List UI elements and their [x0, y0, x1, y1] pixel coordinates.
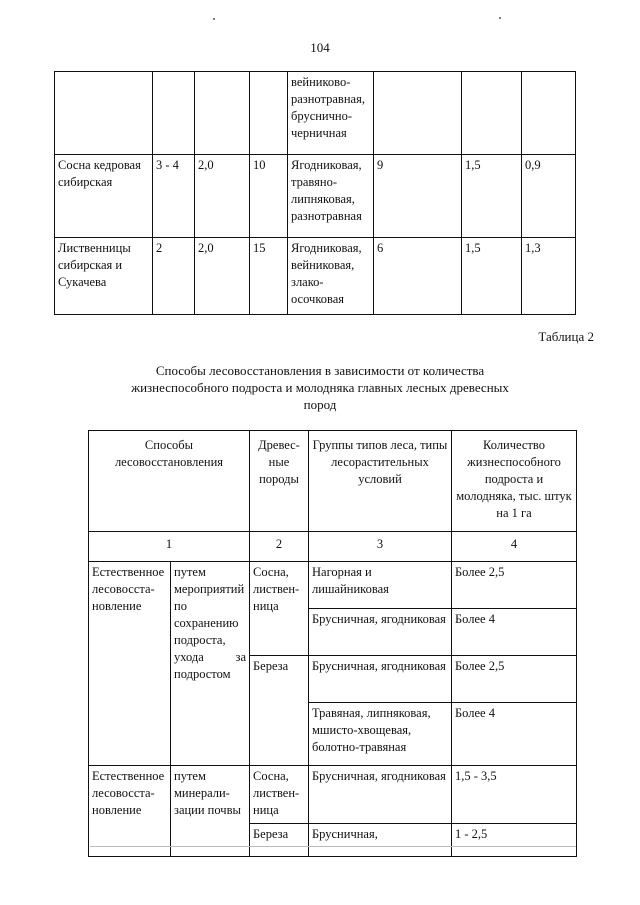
table-cell: 9 [374, 155, 462, 238]
table-cell: вейниково-разнотравная, бруснично-черничная [288, 72, 374, 155]
table-cell [55, 72, 153, 155]
species-cell: Береза [250, 656, 309, 766]
table-cell: 1,5 [462, 238, 522, 315]
forest-type-cell: Брусничная, ягодниковая [309, 766, 452, 824]
table-cell: Ягодниковая, травяно-липняковая, разнотравная [288, 155, 374, 238]
forest-type-cell: Нагорная и лишайниковая [309, 562, 452, 609]
forest-type-cell: Брусничная, ягодниковая [309, 609, 452, 656]
forest-type-cell: Брусничная, [309, 824, 452, 857]
table-row [55, 238, 576, 315]
table-row [55, 72, 576, 155]
table-cell: 10 [250, 155, 288, 238]
table-cell: 2 [153, 238, 195, 315]
table-title: Способы лесовосстановления в зависимости от количества жизнеспособного подроста и молодняка главных лесных древесных пород [131, 363, 509, 412]
method-mineralize-cell: путем минерали-зации почвы [171, 766, 250, 857]
table-cell: 1,5 [462, 155, 522, 238]
header-methods: Способы лесовосстановления [89, 431, 250, 532]
quantity-cell: 1 - 2,5 [452, 824, 577, 857]
table-cell [522, 72, 576, 155]
table-cell: 2,0 [195, 155, 250, 238]
table-cell [462, 72, 522, 155]
column-number: 2 [250, 532, 309, 562]
scan-dot [499, 17, 501, 19]
table-cell: 2,0 [195, 238, 250, 315]
quantity-cell: Более 4 [452, 703, 577, 766]
table-cell: 3 - 4 [153, 155, 195, 238]
table-cell [153, 72, 195, 155]
species-cell: Сосна, листвен-ница [250, 766, 309, 824]
quantity-cell: Более 4 [452, 609, 577, 656]
table-cell: 1,3 [522, 238, 576, 315]
page-number: 104 [310, 40, 330, 55]
header-quantity: Количество жизнеспособного подроста и молодняка, тыс. штук на 1 га [452, 431, 577, 532]
forest-table-1 [54, 71, 576, 315]
table-row [89, 766, 577, 824]
header-forest-groups: Группы типов леса, типы лесорастительных условий [309, 431, 452, 532]
table-cell: Лиственницы сибирская и Сукачева [55, 238, 153, 315]
table-cell: Сосна кедровая сибирская [55, 155, 153, 238]
forest-table-2 [88, 430, 577, 857]
table-cell [195, 72, 250, 155]
column-numbers-row [89, 532, 577, 562]
table-cell [250, 72, 288, 155]
forest-type-cell: Брусничная, ягодниковая [309, 656, 452, 703]
method-preserve-cell: путем мероприятий по сохранению подроста, ухода за подростом [171, 562, 250, 766]
table-label: Таблица 2 [538, 329, 594, 344]
table-cell [374, 72, 462, 155]
column-number: 4 [452, 532, 577, 562]
table-cell: 15 [250, 238, 288, 315]
natural-regeneration-cell: Естественное лесовосста-новление [89, 766, 171, 857]
quantity-cell: 1,5 - 3,5 [452, 766, 577, 824]
column-number: 3 [309, 532, 452, 562]
scan-edge-line [90, 846, 576, 847]
scan-dot [213, 18, 215, 20]
header-species: Древес-ные породы [250, 431, 309, 532]
quantity-cell: Более 2,5 [452, 656, 577, 703]
header-row [89, 431, 577, 532]
table-cell: 6 [374, 238, 462, 315]
table-cell: Ягодниковая, вейниковая, злако-осочковая [288, 238, 374, 315]
table-row [55, 155, 576, 238]
forest-type-cell: Травяная, липняковая, мшисто-хвощевая, болотно-травяная [309, 703, 452, 766]
species-cell: Береза [250, 824, 309, 857]
species-cell: Сосна, листвен-ница [250, 562, 309, 656]
table-row [89, 562, 577, 609]
column-number: 1 [89, 532, 250, 562]
table-cell: 0,9 [522, 155, 576, 238]
natural-regeneration-cell: Естественное лесовосста-новление [89, 562, 171, 766]
quantity-cell: Более 2,5 [452, 562, 577, 609]
